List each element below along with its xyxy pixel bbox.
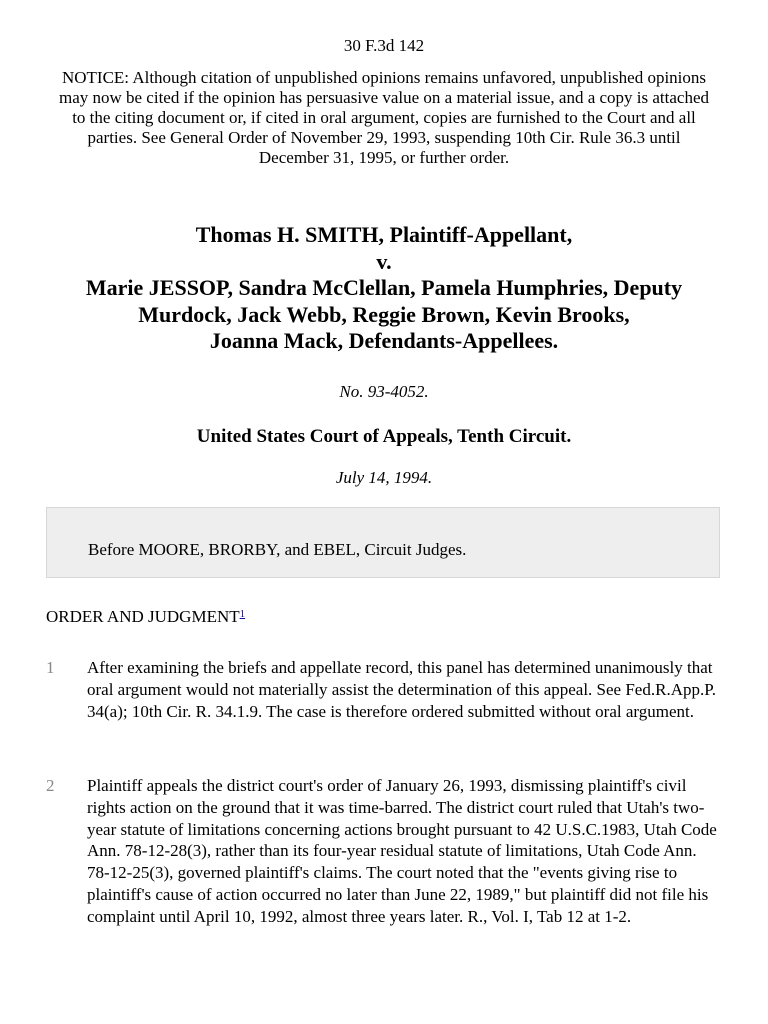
judges-panel-text: Before MOORE, BRORBY, and EBEL, Circuit Judges.	[88, 540, 467, 559]
footnote-link[interactable]: 1	[239, 608, 246, 620]
paragraph-number: 1	[46, 658, 55, 677]
defendants-line-3: Joanna Mack, Defendants-Appellees.	[209, 328, 559, 353]
defendants-line-1: Marie JESSOP, Sandra McClellan, Pamela Humphries, Deputy	[85, 275, 683, 300]
defendants-line-2: Murdock, Jack Webb, Reggie Brown, Kevin Brooks,	[138, 301, 630, 327]
paragraph-text: Plaintiff appeals the district court's order of January 26, 1993, dismissing plaintiff's civil rights action on the ground that it was time-barred. The district court ruled that Utah's two-year statute of limitations concerning actions brought pursuant to 42 U.S.C.1983, Utah Code Ann. 78-12-28(3), rather than its four-year residual statute of limitations, Utah Code Ann. 78-12-25(3), governed plaintiff's claims. The court noted that the "events giving rise to plaintiff's cause of action occurred no later than June 22, 1989," but plaintiff did not file his complaint until April 10, 1992, almost three years later. R., Vol. I, Tab 12 at 1-2.	[87, 776, 717, 926]
case-citation: 30 F.3d 142	[343, 36, 425, 55]
paragraph-number: 2	[46, 776, 55, 795]
docket-number: No. 93-4052.	[339, 382, 429, 401]
plaintiff-line: Thomas H. SMITH, Plaintiff-Appellant,	[195, 222, 573, 247]
court-name: United States Court of Appeals, Tenth Circuit.	[196, 426, 572, 447]
paragraph-text: After examining the briefs and appellate record, this panel has determined unanimously that oral argument would not materially assist the determination of this appeal. See Fed.R.App.P. 34(a); 10th Cir. R. 34.1.9. The case is therefore ordered submitted without oral argument.	[87, 658, 717, 721]
decision-date: July 14, 1994.	[335, 468, 433, 487]
versus-line: v.	[376, 248, 392, 274]
order-heading-text: ORDER AND JUDGMENT	[46, 607, 240, 626]
unpublished-notice: NOTICE: Although citation of unpublished opinions remains unfavored, unpublished opinions may now be cited if the opinion has persuasive value on a material issue, and a copy is attached to the citing document or, if cited in oral argument, copies are furnished to the Court and all parties. See General Order of November 29, 1993, suspending 10th Cir. Rule 36.3 until December 31, 1995, or further order.	[58, 68, 710, 167]
case-caption	[20, 222, 748, 355]
order-heading	[46, 607, 245, 627]
